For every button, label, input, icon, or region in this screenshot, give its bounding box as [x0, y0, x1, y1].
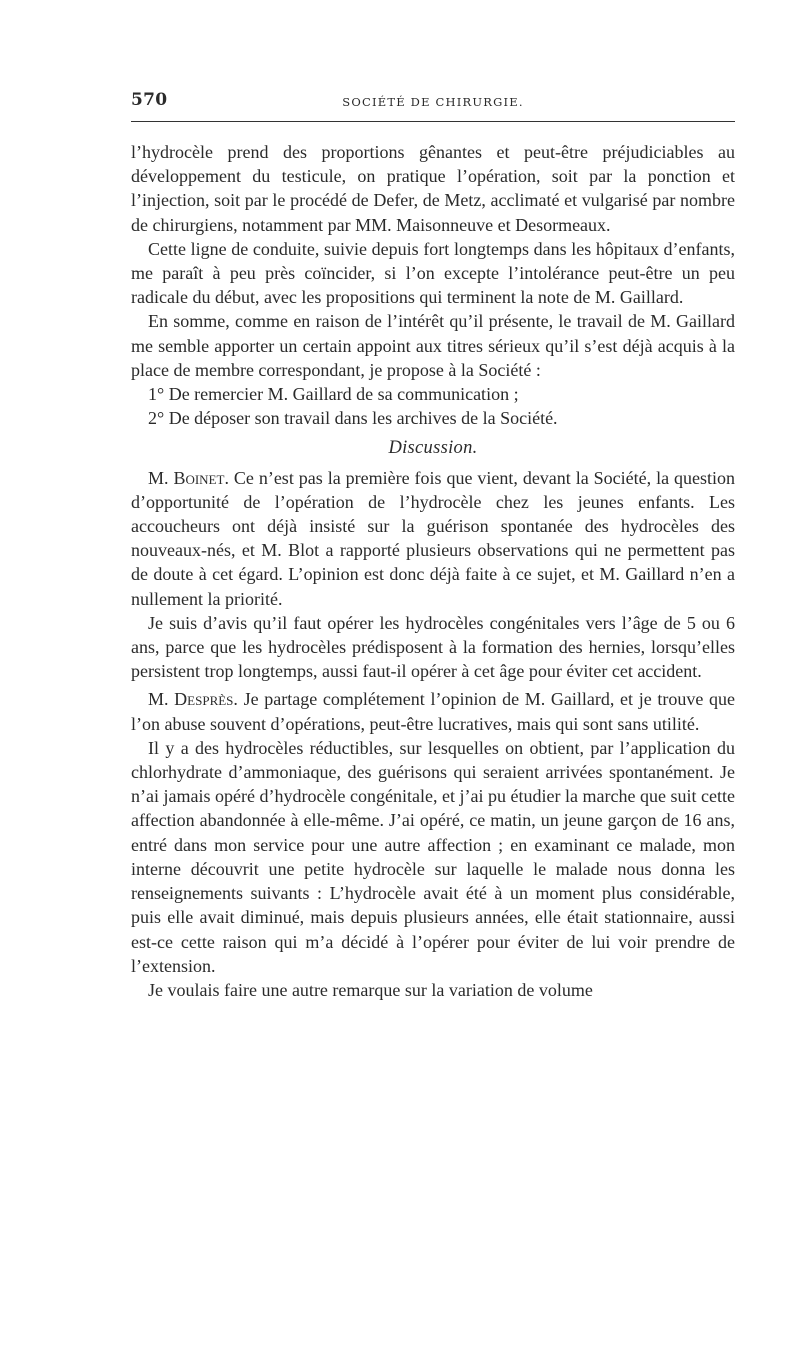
paragraph-10: Je voulais faire une autre remarque sur la variation de volume	[148, 979, 593, 1000]
body-text	[131, 140, 735, 1002]
paragraph-7: Je suis d’avis qu’il faut opérer les hydrocèles congénitales vers l’âge de 5 ou 6 ans, parce que les hydrocèles prédisposent à la formation des hernies, lorsqu’elles persistent trop longtemps, aussi faut-il opérer à cet âge pour éviter cet accident.	[131, 612, 735, 682]
page-number: 570	[131, 90, 168, 110]
speaker-boinet: M. Boinet.	[148, 467, 229, 488]
section-heading: Discussion.	[388, 438, 478, 459]
paragraph-despres	[131, 687, 735, 735]
header-rule	[131, 121, 735, 122]
boinet-text: Ce n’est pas la première fois que vient, devant la Société, la question d’opportunité de l’opération de l’hydrocèle chez les jeunes enfants. Les accoucheurs ont déjà insisté sur la guérison spontanée des hydrocèles des nouveaux-nés, et M. Blot a rapporté plusieurs observations qui ne permettent pas de doute à cet égard. L’opinion est donc déjà faite à ce sujet, et M. Gaillard n’en a nullement la priorité.	[131, 467, 736, 609]
paragraph-3: En somme, comme en raison de l’intérêt qu’il présente, le travail de M. Gaillard me semble apporter un certain appoint aux titres sérieux qu’il s’est déjà acquis à la place de membre correspondant, je propose à la Société :	[131, 311, 735, 380]
page-header	[131, 86, 735, 116]
paragraph-2: Cette ligne de conduite, suivie depuis fort longtemps dans les hôpitaux d’enfants, me paraît à peu près coïncider, si l’on excepte l’intolérance peut-être un peu radicale du début, avec les propositions qui terminent la note de M. Gaillard.	[131, 238, 735, 308]
book-page	[131, 86, 736, 1000]
running-head: SOCIÉTÉ DE CHIRURGIE.	[342, 95, 524, 109]
proposal-1: 1° De remercier M. Gaillard de sa communication ;	[148, 384, 519, 405]
despres-text: Je partage complétement l’opinion de M. Gaillard, et je trouve que l’on abuse souvent d’opérations, peut-être lucratives, mais qui sont sans utilité.	[131, 689, 735, 734]
paragraph-9: Il y a des hydrocèles réductibles, sur lesquelles on obtient, par l’application du chlorhydrate d’ammoniaque, des guérisons qui seraient arrivées spontanément. Je n’ai jamais opéré d’hydrocèle congénitale, et j’ai pu étudier la marche que suit cette affection abandonnée à elle-même. J’ai opéré, ce matin, un jeune garçon de 16 ans, entré dans mon service pour une autre affection ; en examinant ce malade, mon interne découvrit une petite hydrocèle sur laquelle le malade nous donna les renseignements suivants : L’hydrocèle avait été à un moment plus considérable, puis elle avait diminué, mais depuis plusieurs années, elle était stationnaire, aussi est-ce cette raison qui m’a décidé à l’opérer pour éviter de lui voir prendre de l’extension.	[131, 737, 735, 976]
speaker-despres: M. Desprès.	[148, 689, 238, 710]
paragraph-boinet	[131, 466, 735, 611]
paragraph-1: l’hydrocèle prend des proportions gênantes et peut-être préjudiciables au développement du testicule, on pratique l’opération, soit par la ponction et l’injection, soit par le procédé de Defer, de Metz, acclimaté et vulgarisé par nombre de chirurgiens, notamment par MM. Maisonneuve et Desormeaux.	[131, 142, 735, 235]
proposal-2: 2° De déposer son travail dans les archives de la Société.	[148, 408, 558, 429]
